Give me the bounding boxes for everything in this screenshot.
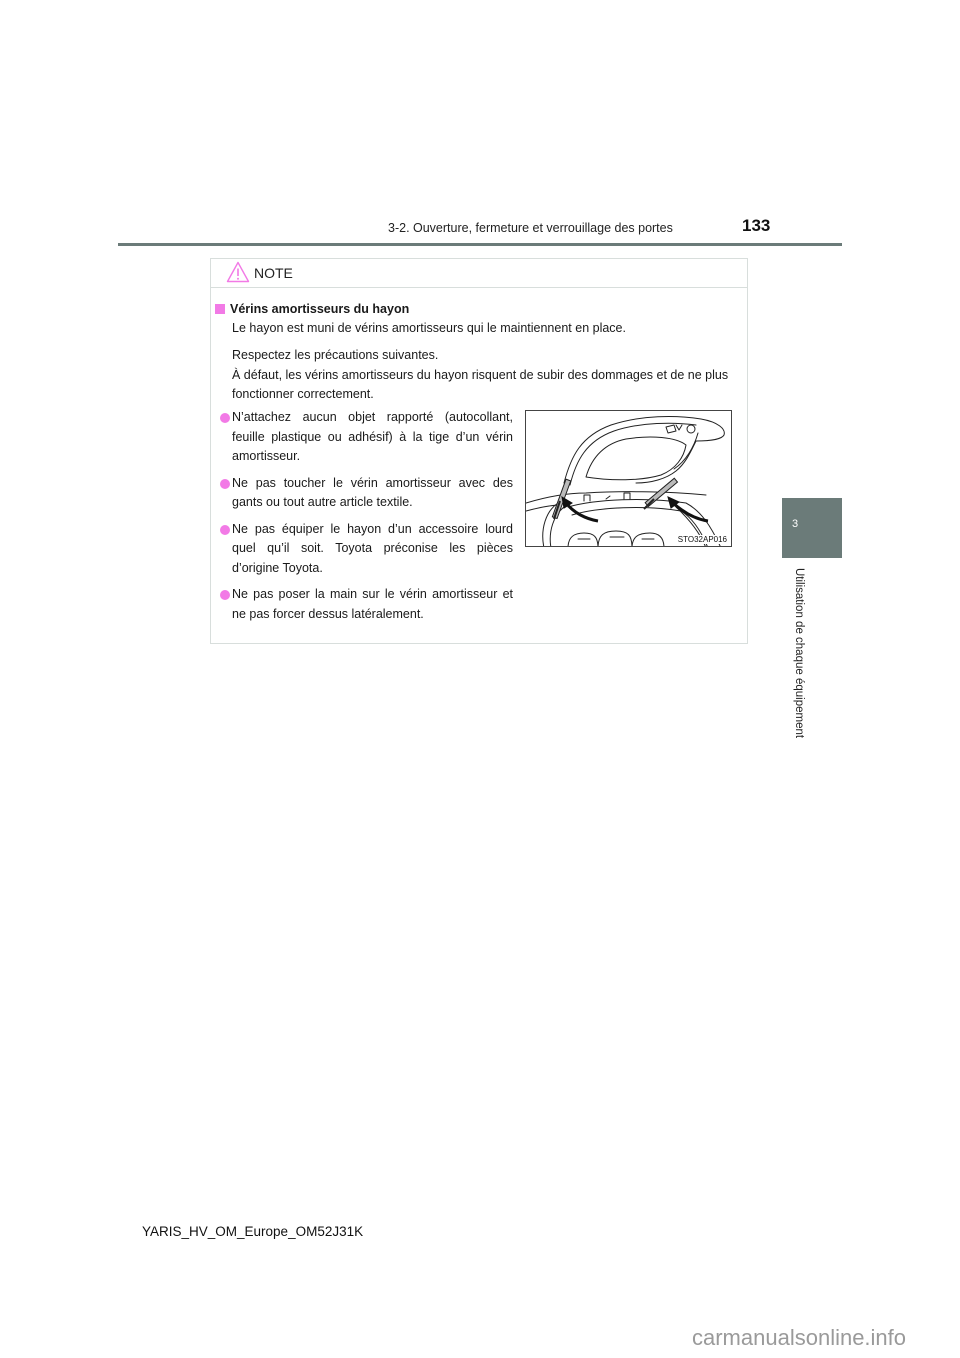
chapter-tab <box>782 498 842 558</box>
header-divider <box>118 243 842 246</box>
list-item-text: N’attachez aucun objet rapporté (autocollant, feuille plastique ou adhésif) à la tige d’un vérin amortisseur. <box>232 410 513 463</box>
bullet-icon <box>220 413 230 423</box>
bullet-icon <box>220 590 230 600</box>
precaution-intro: Respectez les précautions suivantes. <box>232 348 439 362</box>
bullet-icon <box>220 525 230 535</box>
page-header <box>0 0 960 250</box>
precaution-warning: À défaut, les vérins amortisseurs du hayon risquent de subir des dommages et de ne plus fonctionner correctement. <box>232 367 729 401</box>
note-header <box>211 259 747 288</box>
list-item <box>217 585 513 624</box>
list-item-text: Ne pas équiper le hayon d’un accessoire lourd quel qu’il soit. Toyota préconise les pièces d’origine Toyota. <box>232 521 513 575</box>
list-item <box>217 408 513 467</box>
watermark: carmanualsonline.info <box>692 1325 907 1350</box>
list-item-text: Ne pas toucher le vérin amortisseur avec des gants ou tout autre article textile. <box>232 475 513 509</box>
section-marker-icon <box>215 304 225 314</box>
section-heading-text: Vérins amortisseurs du hayon <box>230 302 410 316</box>
chapter-label: Utilisation de chaque équipement <box>793 568 805 739</box>
list-item <box>217 474 513 513</box>
bullet-icon <box>220 479 230 489</box>
list-item <box>217 520 513 579</box>
section-heading <box>215 302 409 316</box>
note-box <box>210 258 748 644</box>
list-item-text: Ne pas poser la main sur le vérin amortisseur et ne pas forcer dessus latéralement. <box>232 587 513 621</box>
warning-triangle-icon <box>226 261 250 283</box>
chapter-number: 3 <box>792 518 799 530</box>
precaution-list <box>217 408 513 631</box>
illustration-code: STO32AP016 <box>677 535 727 544</box>
intro-paragraph: Le hayon est muni de vérins amortisseurs qui le maintiennent en place. <box>232 321 626 335</box>
tailgate-strut-illustration <box>525 410 732 547</box>
tailgate-drawing-icon <box>526 411 732 547</box>
page-number: 133 <box>742 216 771 235</box>
section-title: 3-2. Ouverture, fermeture et verrouillage des portes <box>388 221 673 235</box>
precaution-paragraph <box>232 346 742 405</box>
note-label: NOTE <box>254 265 293 281</box>
document-id: YARIS_HV_OM_Europe_OM52J31K <box>142 1224 364 1239</box>
